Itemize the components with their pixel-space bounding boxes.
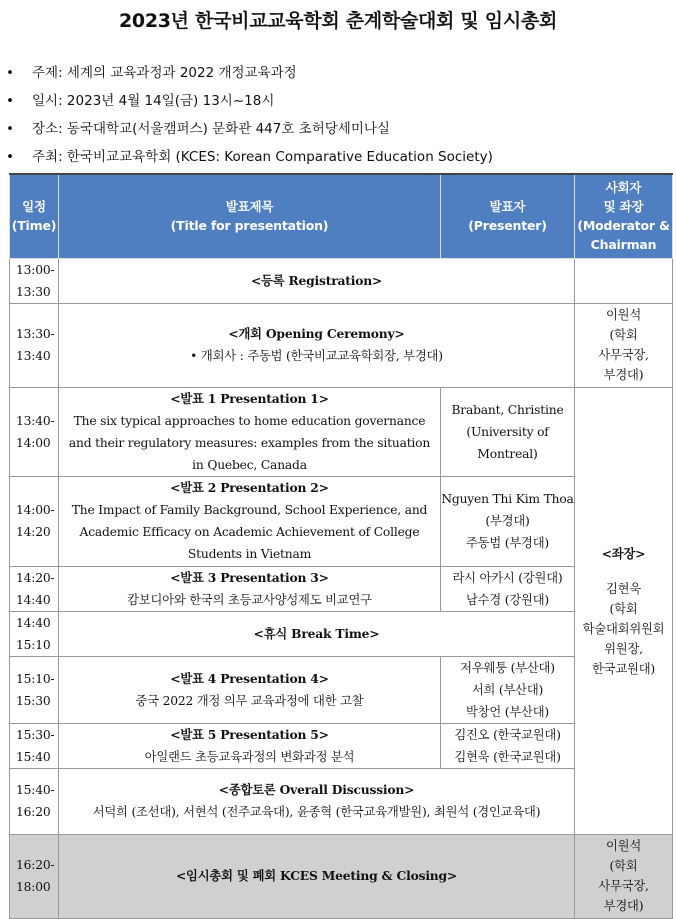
registration-title: <등록 Registration>: [59, 258, 575, 303]
presenter-cell: Nguyen Thi Kim Thoa (부경대) 주동범 (부경대): [441, 476, 575, 566]
row-registration: [10, 258, 673, 303]
bullet: •: [6, 121, 14, 137]
presenter-cell: 김진오 (한국교원대) 김현욱 (한국교원대): [441, 723, 575, 768]
presentation-heading: <발표 3 Presentation 3>: [170, 569, 329, 585]
info-topic: • 주제: 세계의 교육과정과 2022 개정교육과정: [0, 62, 493, 90]
table-header-row: [10, 174, 673, 258]
time-cell: 14:40 15:10: [10, 611, 59, 656]
moderator-closing: 이원석 (학회 사무국장, 부경대): [575, 834, 673, 918]
bullet: •: [6, 65, 14, 81]
event-info-list: [0, 62, 493, 174]
time-cell: 13:00- 13:30: [10, 258, 59, 303]
row-presentation-4: [10, 656, 673, 723]
discussion-panel: 서덕희 (조선대), 서현석 (전주교육대), 윤종혁 (한국교육개발원), 최원석 (경인교육대): [92, 805, 541, 819]
presentation-4-cell: <발표 4 Presentation 4> 중국 2022 개정 의무 교육과정에 대한 고찰: [59, 656, 441, 723]
presentation-2-cell: <발표 2 Presentation 2> The Impact of Family Background, School Experience, and Academic Efficacy on Academic Achievement of College Students in Vietnam: [59, 476, 441, 566]
header-time: 일정 (Time): [10, 174, 59, 258]
presentation-3-cell: <발표 3 Presentation 3> 캄보디아와 한국의 초등교사양성제도 비교연구: [59, 566, 441, 611]
header-presenter: 발표자 (Presenter): [441, 174, 575, 258]
time-cell: 13:30- 13:40: [10, 303, 59, 387]
time-cell: 15:30- 15:40: [10, 723, 59, 768]
row-presentation-3: [10, 566, 673, 611]
header-title: 발표제목 (Title for presentation): [59, 174, 441, 258]
info-date: • 일시: 2023년 4월 14일(금) 13시~18시: [0, 90, 493, 118]
presenter-cell: Brabant, Christine (University of Montreal): [441, 387, 575, 476]
row-break: [10, 611, 673, 656]
moderator-cell-empty: [575, 258, 673, 303]
time-cell: 15:10- 15:30: [10, 656, 59, 723]
time-cell: 13:40- 14:00: [10, 387, 59, 476]
break-title: <휴식 Break Time>: [59, 611, 575, 656]
moderator-opening: 이원석 (학회 사무국장, 부경대): [575, 303, 673, 387]
presentation-heading: <발표 5 Presentation 5>: [170, 726, 329, 742]
schedule-table: [9, 173, 673, 919]
closing-title: <임시총회 및 폐회 KCES Meeting & Closing>: [59, 834, 575, 918]
discussion-cell: [59, 768, 575, 834]
presenter-cell: 저우웨퉁 (부산대) 서희 (부산대) 박창언 (부산대): [441, 656, 575, 723]
time-cell: 14:00- 14:20: [10, 476, 59, 566]
row-opening: [10, 303, 673, 387]
time-cell: 16:20- 18:00: [10, 834, 59, 918]
row-presentation-5: [10, 723, 673, 768]
header-moderator: 사회자 및 좌장 (Moderator & Chairman: [575, 174, 673, 258]
info-host: • 주최: 한국비교교육학회 (KCES: Korean Comparative Education Society): [0, 146, 493, 174]
presentation-5-cell: <발표 5 Presentation 5> 아일랜드 초등교육과정의 변화과정 분석: [59, 723, 441, 768]
bullet: •: [6, 149, 14, 165]
page-title: 2023년 한국비교교육학회 춘계학술대회 및 임시총회: [118, 10, 558, 32]
row-presentation-1: [10, 387, 673, 476]
time-cell: 14:20- 14:40: [10, 566, 59, 611]
opening-detail: • 개회사 : 주동범 (한국비교교육학회장, 부경대): [190, 349, 443, 363]
row-presentation-2: [10, 476, 673, 566]
presenter-cell: 라시 아카시 (강원대) 남수경 (강원대): [441, 566, 575, 611]
chair-cell: <좌장> 김현욱 (학회 학술대회위원회 위원장, 한국교원대): [575, 387, 673, 834]
opening-title: <개회 Opening Ceremony>: [228, 326, 405, 341]
presentation-heading: <발표 1 Presentation 1>: [170, 390, 329, 406]
presentation-heading: <발표 4 Presentation 4>: [170, 670, 329, 686]
row-discussion: [10, 768, 673, 834]
row-closing: [10, 834, 673, 918]
info-venue: • 장소: 동국대학교(서울캠퍼스) 문화관 447호 초허당세미나실: [0, 118, 493, 146]
presentation-1-cell: <발표 1 Presentation 1> The six typical approaches to home education governance and their regulatory measures: examples from the situation in Quebec, Canada: [59, 387, 441, 476]
discussion-heading: <종합토론 Overall Discussion>: [218, 782, 415, 797]
bullet: •: [6, 93, 14, 109]
time-cell: 15:40- 16:20: [10, 768, 59, 834]
opening-cell: [59, 303, 575, 387]
presentation-heading: <발표 2 Presentation 2>: [170, 480, 329, 495]
chair-label: <좌장>: [601, 545, 646, 561]
